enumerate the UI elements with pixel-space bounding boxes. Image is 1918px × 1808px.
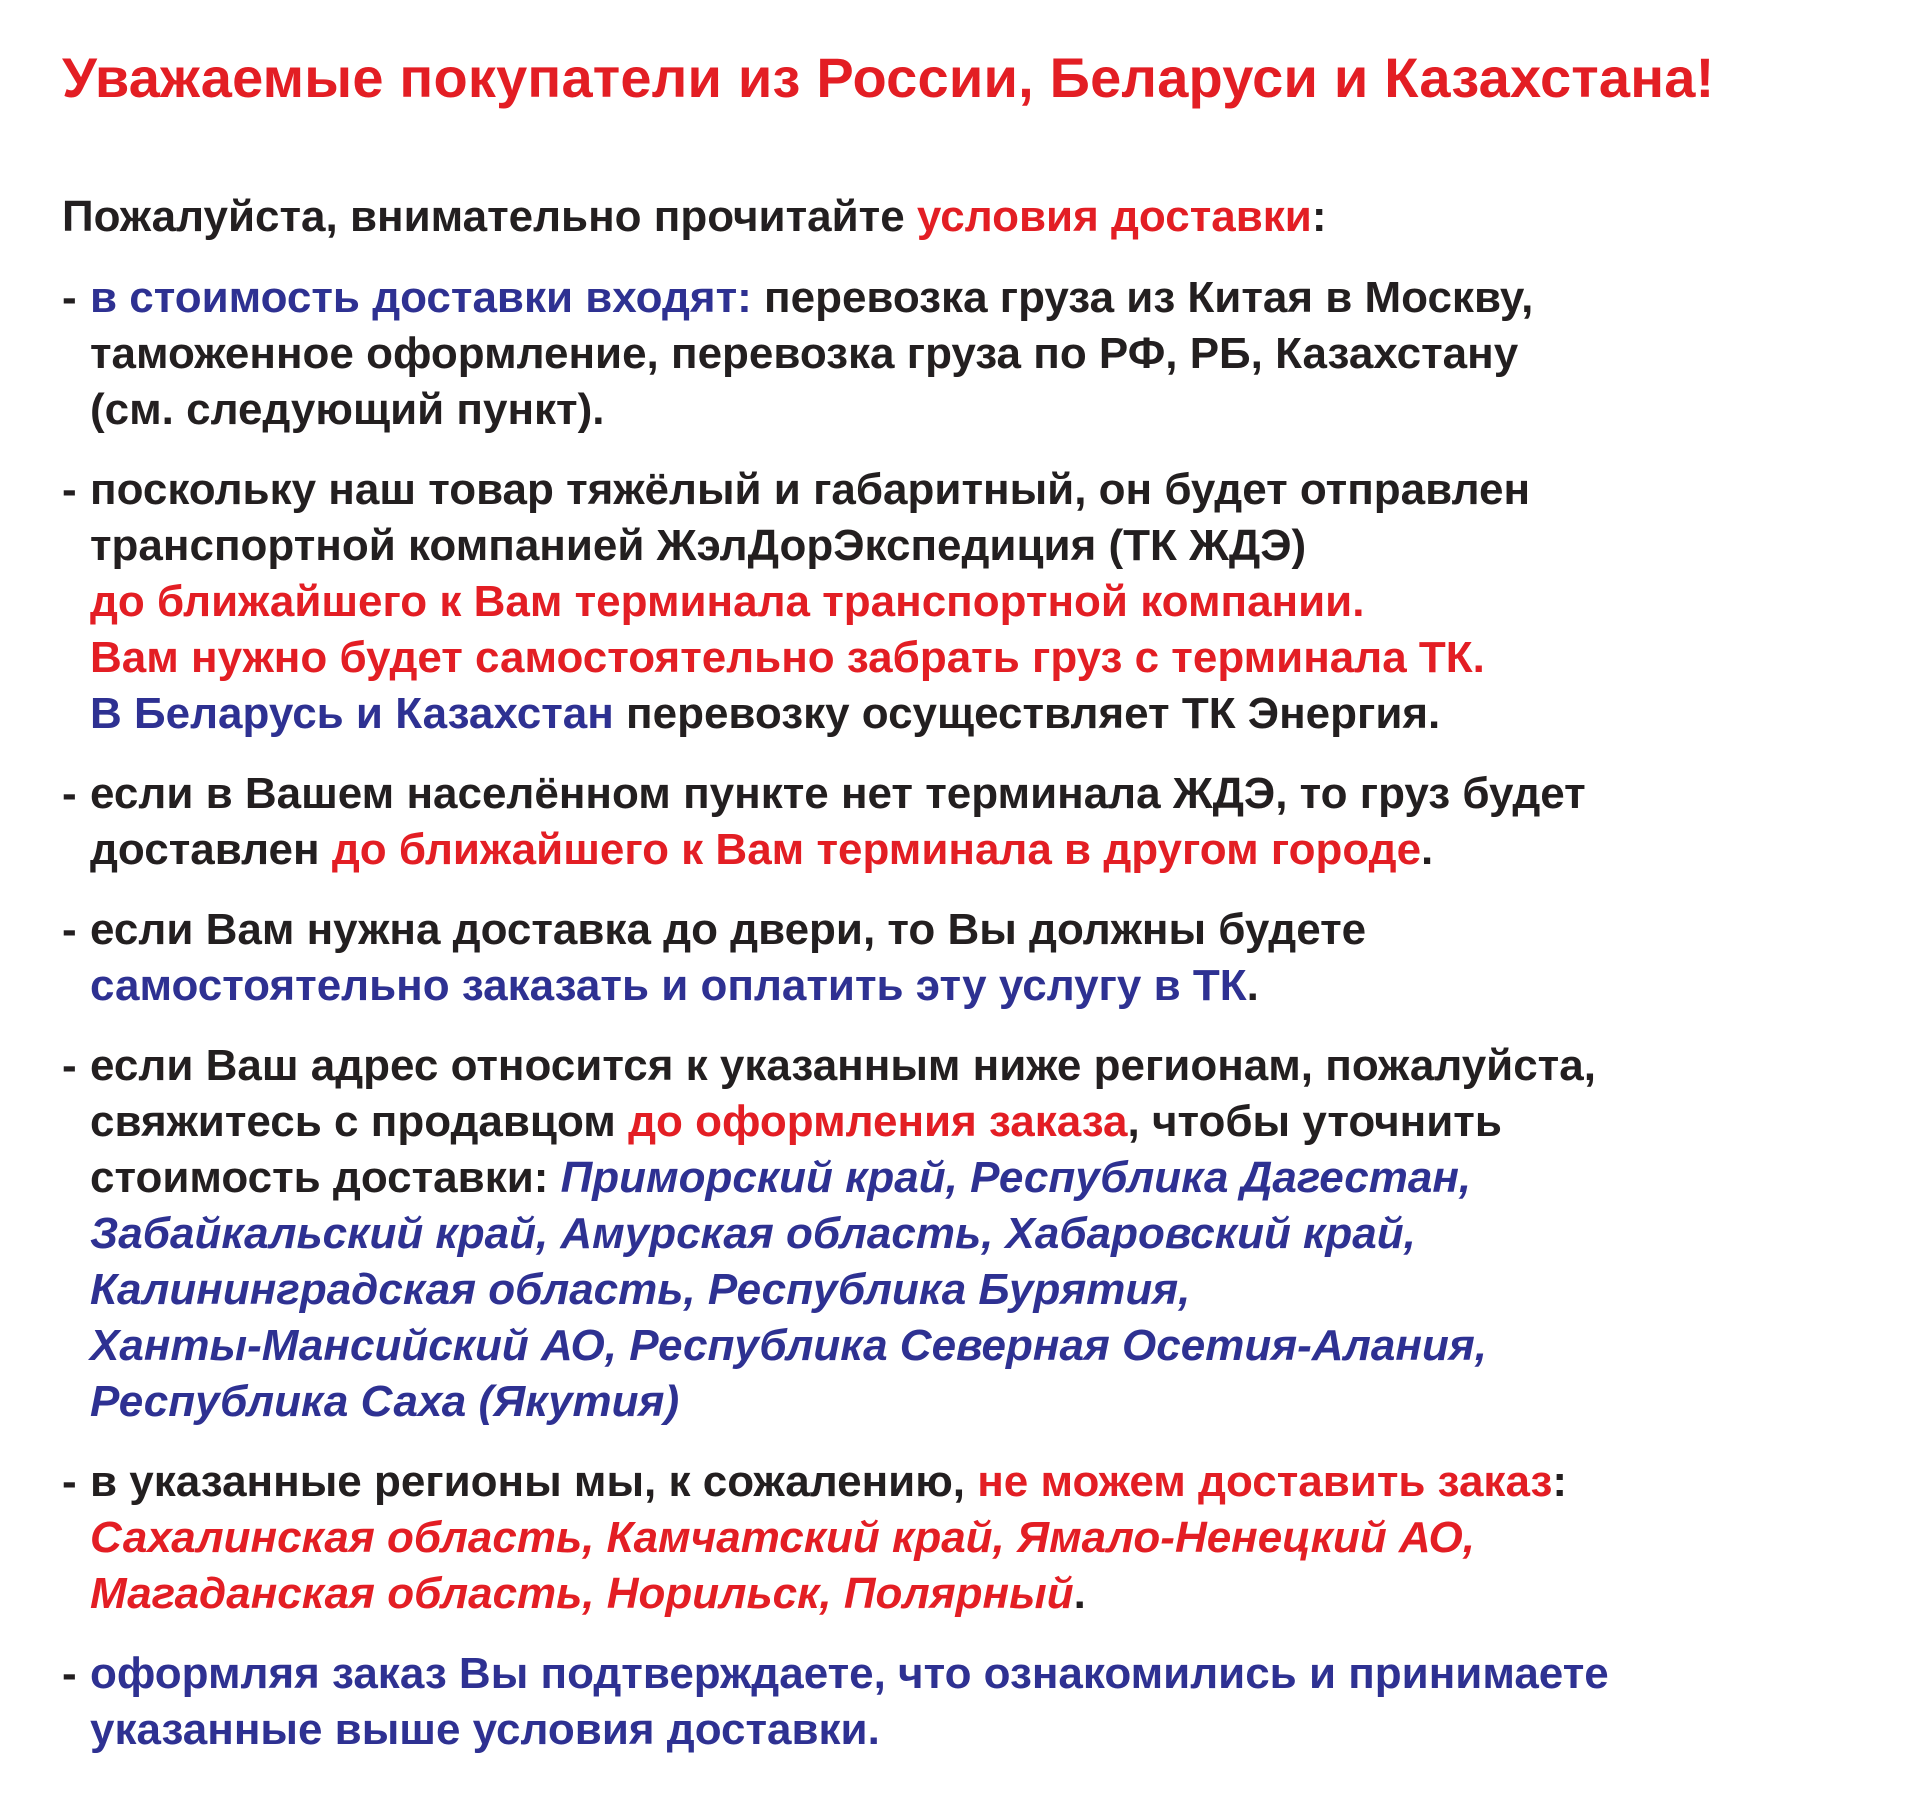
condition-text — [90, 902, 1918, 1014]
condition-item — [62, 1454, 1918, 1622]
condition-text — [90, 1038, 1918, 1430]
intro-after: : — [1311, 192, 1327, 241]
text-segment: перевозка груза из Китая в Москву, — [751, 273, 1534, 322]
text-line — [90, 518, 1918, 574]
text-segment: . — [1073, 1569, 1086, 1618]
intro-text — [62, 188, 1918, 246]
text-segment: Вам нужно будет самостоятельно забрать груз с терминала ТК. — [90, 633, 1485, 682]
text-line — [90, 1702, 1918, 1758]
text-segment: (см. следующий пункт). — [90, 385, 605, 434]
text-segment: если Ваш адрес относится к указанным ниже регионам, пожалуйста, — [90, 1041, 1596, 1090]
text-line — [90, 1510, 1918, 1566]
text-segment: В Беларусь и Казахстан — [90, 689, 614, 738]
text-line — [90, 1150, 1918, 1206]
condition-text — [90, 1454, 1918, 1622]
condition-item — [62, 766, 1918, 878]
text-line — [90, 1566, 1918, 1622]
text-line — [90, 382, 1918, 438]
text-segment: транспортной компанией ЖэлДорЭкспедиция (ТК ЖДЭ) — [90, 521, 1307, 570]
text-segment: самостоятельно заказать и оплатить эту услугу в ТК — [90, 961, 1247, 1010]
text-segment: до оформления заказа — [628, 1097, 1128, 1146]
text-segment: оформляя заказ Вы подтверждаете, что ознакомились и принимаете — [90, 1649, 1609, 1698]
text-line — [90, 574, 1918, 630]
text-segment: Магаданская область, Норильск, Полярный — [90, 1569, 1074, 1618]
text-segment: Забайкальский край, Амурская область, Хабаровский край, — [90, 1209, 1416, 1258]
intro-before: Пожалуйста, внимательно прочитайте — [62, 192, 917, 241]
text-segment: таможенное оформление, перевозка груза по РФ, РБ, Казахстану — [90, 329, 1519, 378]
condition-text — [90, 462, 1918, 742]
text-line — [90, 686, 1918, 742]
text-line — [90, 1318, 1918, 1374]
text-segment: . — [1246, 961, 1259, 1010]
text-segment: : — [1552, 1457, 1567, 1506]
text-line — [90, 822, 1918, 878]
text-segment: если в Вашем населённом пункте нет терминала ЖДЭ, то груз будет — [90, 769, 1586, 818]
text-segment: до ближайшего к Вам терминала транспортной компании. — [90, 577, 1365, 626]
text-segment: перевозку осуществляет ТК Энергия. — [613, 689, 1441, 738]
condition-text — [90, 1646, 1918, 1758]
text-line — [90, 1094, 1918, 1150]
text-line — [90, 1262, 1918, 1318]
text-segment: . — [1421, 825, 1434, 874]
text-line — [90, 958, 1918, 1014]
text-line — [90, 326, 1918, 382]
text-segment: поскольку наш товар тяжёлый и габаритный, он будет отправлен — [90, 465, 1531, 514]
text-segment: стоимость доставки: — [90, 1153, 561, 1202]
conditions-list — [62, 270, 1918, 1758]
text-segment: Республика Саха (Якутия) — [90, 1377, 680, 1426]
text-segment: свяжитесь с продавцом — [90, 1097, 629, 1146]
text-segment: в указанные регионы мы, к сожалению, — [90, 1457, 978, 1506]
condition-item — [62, 1646, 1918, 1758]
condition-item — [62, 462, 1918, 742]
bullet-dash: - — [62, 1457, 77, 1506]
text-line — [90, 1454, 1918, 1510]
bullet-dash: - — [62, 1041, 77, 1090]
text-line — [90, 766, 1918, 822]
text-line — [90, 270, 1918, 326]
text-line — [90, 1206, 1918, 1262]
condition-text — [90, 270, 1918, 438]
text-segment: доставлен — [90, 825, 332, 874]
text-segment: Калининградская область, Республика Бурятия, — [90, 1265, 1191, 1314]
bullet-dash: - — [62, 905, 77, 954]
text-line — [90, 1374, 1918, 1430]
text-segment: , чтобы уточнить — [1127, 1097, 1502, 1146]
notice-title: Уважаемые покупатели из России, Беларуси и Казахстана! — [62, 46, 1715, 109]
text-segment: Ханты-Мансийский АО, Республика Северная Осетия-Алания, — [90, 1321, 1487, 1370]
text-segment: Сахалинская область, Камчатский край, Ямало-Ненецкий АО, — [90, 1513, 1475, 1562]
text-segment: в стоимость доставки входят: — [90, 273, 752, 322]
bullet-dash: - — [62, 465, 77, 514]
bullet-dash: - — [62, 273, 77, 322]
text-segment: указанные выше условия доставки. — [90, 1705, 880, 1754]
text-segment: если Вам нужна доставка до двери, то Вы должны будете — [90, 905, 1367, 954]
condition-item — [62, 1038, 1918, 1430]
condition-item — [62, 902, 1918, 1014]
text-segment: не можем доставить заказ — [977, 1457, 1553, 1506]
text-line — [90, 630, 1918, 686]
text-segment: до ближайшего к Вам терминала в другом городе — [331, 825, 1422, 874]
text-line — [90, 1646, 1918, 1702]
condition-text — [90, 766, 1918, 878]
bullet-dash: - — [62, 769, 77, 818]
text-segment: Приморский край, Республика Дагестан, — [560, 1153, 1472, 1202]
intro-highlight: условия доставки — [916, 192, 1312, 241]
text-line — [90, 462, 1918, 518]
text-line — [90, 1038, 1918, 1094]
bullet-dash: - — [62, 1649, 77, 1698]
condition-item — [62, 270, 1918, 438]
text-line — [90, 902, 1918, 958]
